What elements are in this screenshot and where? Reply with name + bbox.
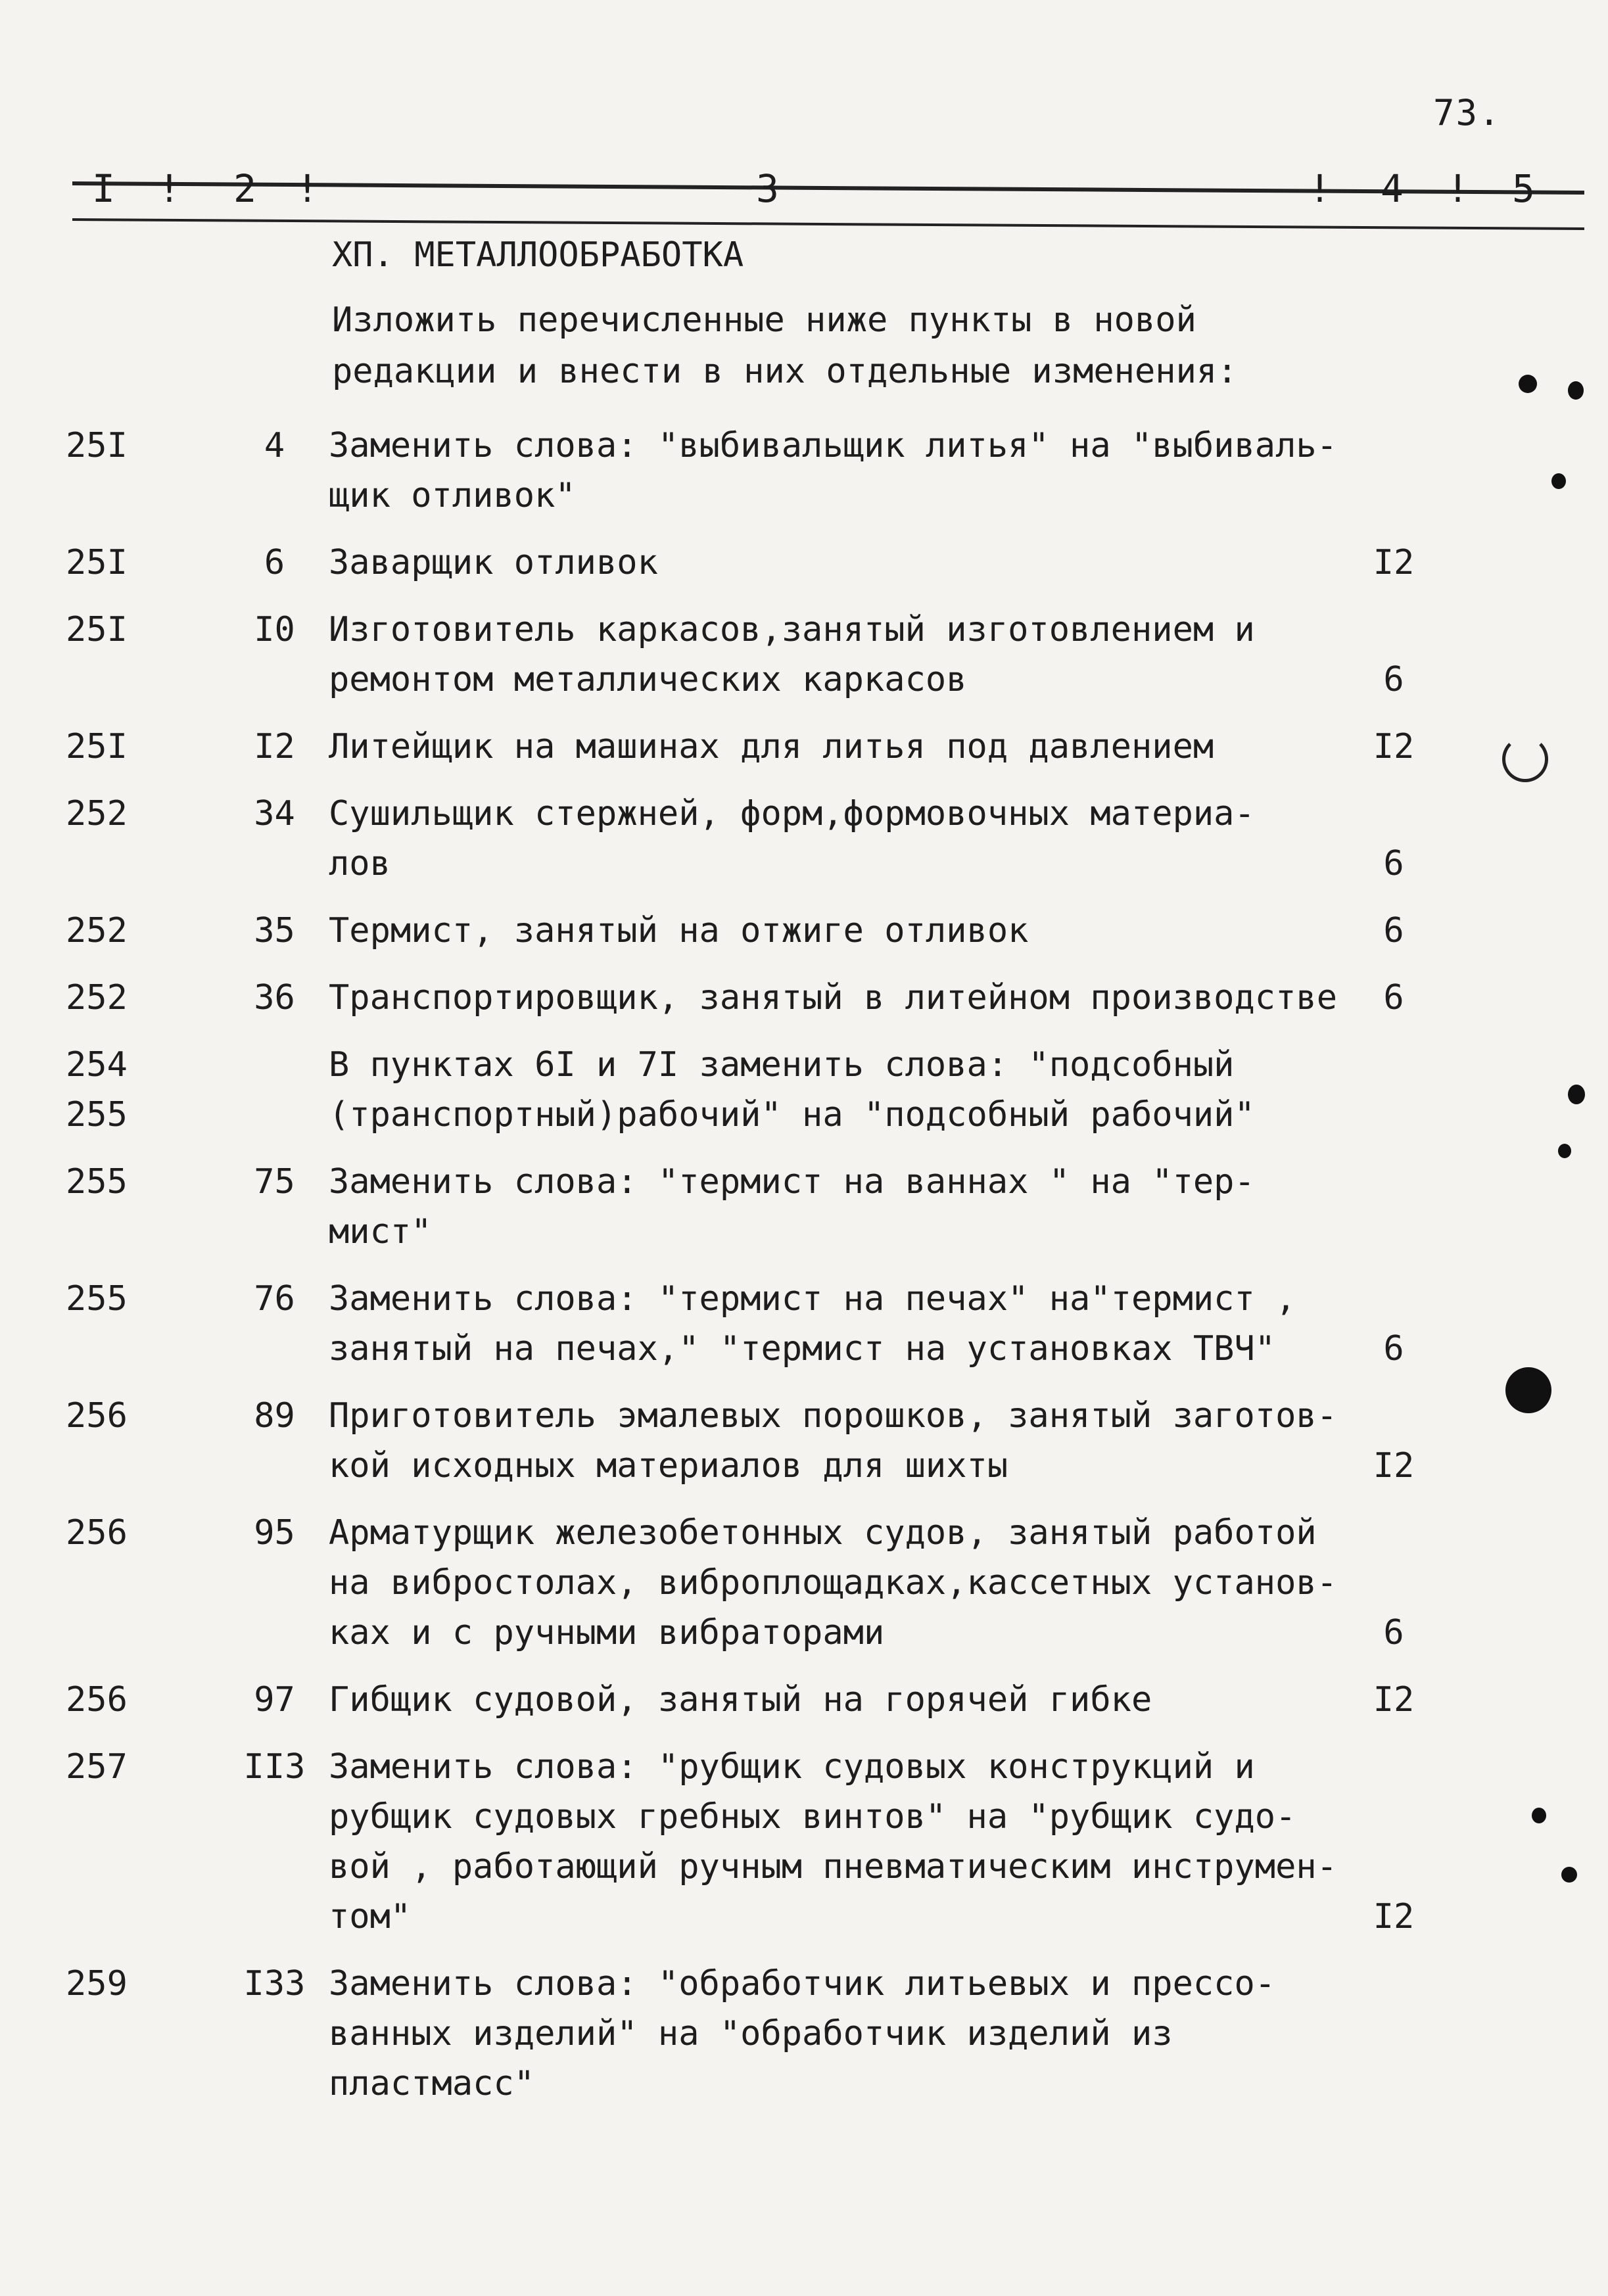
row-item-number: II3 [243, 1747, 306, 1787]
ink-speck [1561, 1867, 1577, 1883]
row-page-ref: 257 [66, 1747, 128, 1787]
section-title: XП. МЕТАЛЛООБРАБОТКА [332, 235, 744, 275]
header-separator: ! [296, 166, 319, 211]
row-page-ref: 25I [66, 610, 128, 649]
ink-speck [1568, 381, 1584, 400]
header-separator: ! [158, 166, 181, 211]
header-col-2: 2 [233, 166, 256, 211]
row-value: 6 [1383, 1613, 1404, 1652]
page-number: 73. [1433, 92, 1502, 133]
row-text: Транспортировщик, занятый в литейном производстве [329, 978, 1338, 1018]
table-row [0, 973, 1608, 1023]
table-row [0, 1959, 1608, 2109]
table-row [0, 1391, 1608, 1491]
row-value: I2 [1373, 543, 1415, 582]
table-row [0, 1675, 1608, 1725]
row-text: Приготовитель эмалевых порошков, занятый заготов- кой исходных материалов для шихты [329, 1396, 1338, 1486]
row-text: Сушильщик стержней, форм,формовочных материа- лов [329, 794, 1255, 883]
row-text: Заменить слова: "рубщик судовых конструкций и рубщик судовых гребных винтов" на "рубщик судо- вой , работающий ручным пневматическим инструмен- том" [329, 1747, 1338, 1936]
ink-speck [1532, 1808, 1546, 1823]
row-item-number: 4 [264, 426, 285, 465]
row-text: Арматурщик железобетонных судов, занятый работой на вибростолах, виброплощадках,кассетных установ- ках и с ручными вибраторами [329, 1513, 1338, 1652]
row-page-ref: 259 [66, 1964, 128, 2003]
row-page-ref: 254 255 [66, 1045, 128, 1135]
row-item-number: 76 [254, 1279, 295, 1319]
row-text: Заменить слова: "термист на ваннах " на "тер- мист" [329, 1162, 1255, 1252]
table-row [0, 538, 1608, 588]
row-value: I2 [1373, 727, 1415, 766]
row-text: Заварщик отливок [329, 543, 658, 582]
header-col-3: 3 [756, 166, 779, 211]
row-item-number: 89 [254, 1396, 295, 1436]
punch-hole-ring [1502, 736, 1548, 782]
table-row [0, 1508, 1608, 1658]
row-text: В пунктах 6I и 7I заменить слова: "подсобный (транспортный)рабочий" на "подсобный рабочий" [329, 1045, 1255, 1135]
row-item-number: 34 [254, 794, 295, 833]
table-row [0, 1742, 1608, 1942]
ink-speck [1551, 473, 1566, 489]
row-item-number: 36 [254, 978, 295, 1018]
row-text: Заменить слова: "выбивальщик литья" на "выбиваль- щик отливок" [329, 426, 1338, 515]
header-separator: ! [1308, 166, 1331, 211]
row-page-ref: 255 [66, 1162, 128, 1202]
row-value: 6 [1383, 978, 1404, 1018]
header-col-5: 5 [1512, 166, 1535, 211]
row-item-number [220, 1040, 329, 1140]
row-item-number: 75 [254, 1162, 295, 1202]
row-value: I2 [1373, 1446, 1415, 1486]
row-page-ref: 25I [66, 727, 128, 766]
row-page-ref: 255 [66, 1279, 128, 1319]
table-row [0, 789, 1608, 889]
row-page-ref: 252 [66, 978, 128, 1018]
row-page-ref: 25I [66, 426, 128, 465]
row-item-number: 35 [254, 911, 295, 950]
ink-speck [1558, 1144, 1571, 1158]
header-col-1: I [92, 166, 115, 211]
row-text: Гибщик судовой, занятый на горячей гибке [329, 1680, 1152, 1720]
row-page-ref: 256 [66, 1396, 128, 1436]
table-row [0, 1157, 1608, 1257]
ink-speck [1568, 1085, 1585, 1104]
table-row [0, 605, 1608, 705]
row-item-number: I0 [254, 610, 295, 649]
row-item-number: I33 [243, 1964, 306, 2003]
row-value: I2 [1373, 1680, 1415, 1720]
row-item-number: 95 [254, 1513, 295, 1553]
row-text: Заменить слова: "обработчик литьевых и прессо- ванных изделий" на "обработчик изделий из пластмасс" [329, 1964, 1276, 2103]
row-value: 6 [1383, 1329, 1404, 1369]
row-item-number: 97 [254, 1680, 295, 1720]
row-item-number: 6 [264, 543, 285, 582]
entries-table [0, 421, 1608, 2126]
row-value: 6 [1383, 660, 1404, 699]
table-row [0, 421, 1608, 521]
row-page-ref: 25I [66, 543, 128, 582]
header-col-4: 4 [1381, 166, 1404, 211]
table-row [0, 722, 1608, 772]
row-value: I2 [1373, 1897, 1415, 1936]
row-value: 6 [1383, 844, 1404, 883]
table-row [0, 1040, 1608, 1140]
row-text: Литейщик на машинах для литья под давлением [329, 727, 1214, 766]
header-separator: ! [1446, 166, 1469, 211]
row-page-ref: 252 [66, 911, 128, 950]
intro-paragraph: Изложить перечисленные ниже пункты в новой редакции и внести в них отдельные изменения: [332, 300, 1238, 391]
row-text: Изготовитель каркасов,занятый изготовлением и ремонтом металлических каркасов [329, 610, 1255, 699]
row-value: 6 [1383, 911, 1404, 950]
ink-speck [1519, 375, 1537, 393]
row-page-ref: 256 [66, 1513, 128, 1553]
table-row [0, 1274, 1608, 1374]
table-row [0, 906, 1608, 956]
header-rule-bottom [72, 218, 1584, 230]
row-text: Заменить слова: "термист на печах" на"термист , занятый на печах," "термист на установках ТВЧ" [329, 1279, 1296, 1369]
row-text: Термист, занятый на отжиге отливок [329, 911, 1029, 950]
punch-hole-mark [1505, 1367, 1551, 1413]
row-page-ref: 256 [66, 1680, 128, 1720]
table-header [72, 163, 1584, 229]
row-page-ref: 252 [66, 794, 128, 833]
row-item-number: I2 [254, 727, 295, 766]
